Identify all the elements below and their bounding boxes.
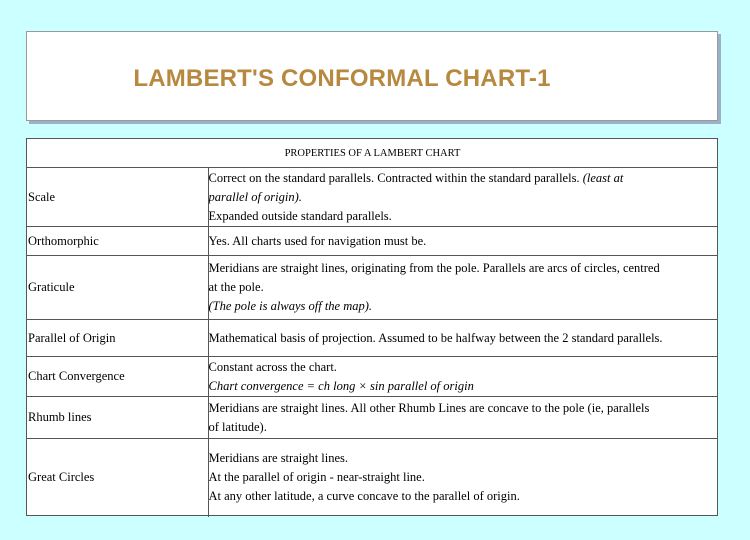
property-cell: Rhumb lines (27, 397, 208, 439)
property-cell: Parallel of Origin (27, 320, 208, 357)
description-note: Chart convergence = ch long × sin parallel of origin (208, 378, 474, 393)
description-cell (208, 439, 717, 517)
description-line (209, 188, 718, 207)
table-header-row (27, 139, 717, 168)
description-line (209, 377, 718, 396)
properties-table (27, 139, 717, 517)
description-line (209, 232, 718, 251)
description-note: (least at (582, 170, 624, 185)
description-text: Meridians are straight lines. All other Rhumb Lines are concave to the pole (ie, parallels (208, 400, 650, 415)
description-text: Correct on the standard parallels. Contracted within the standard parallels. (208, 170, 583, 185)
description-text: Mathematical basis of projection. Assumed to be halfway between the 2 standard parallels. (208, 330, 663, 345)
property-cell: Scale (27, 168, 208, 227)
description-line (209, 278, 718, 297)
table-row (27, 439, 717, 517)
table-row (27, 256, 717, 320)
table-row (27, 168, 717, 227)
description-line (209, 418, 718, 437)
table-row (27, 357, 717, 397)
description-line (209, 169, 718, 188)
description-cell (208, 256, 717, 320)
description-text: Meridians are straight lines, originating from the pole. Parallels are arcs of circles, centred (208, 261, 660, 275)
description-text: At any other latitude, a curve concave to the parallel of origin. (208, 489, 520, 504)
description-note: (The pole is always off the map). (208, 299, 373, 313)
description-line (209, 207, 718, 226)
description-text: Constant across the chart. (208, 359, 337, 374)
description-line (209, 259, 718, 278)
slide-title: LAMBERT'S CONFORMAL CHART-1 (133, 64, 551, 92)
description-line (209, 449, 718, 468)
description-line (209, 329, 718, 348)
description-cell (208, 320, 717, 357)
description-text: At the parallel of origin - near-straight line. (208, 470, 425, 485)
table-row (27, 397, 717, 439)
table-row (27, 227, 717, 256)
description-text: Expanded outside standard parallels. (208, 208, 392, 223)
description-cell (208, 357, 717, 397)
title-box (26, 31, 718, 121)
description-line (209, 358, 718, 377)
properties-table-container (26, 138, 718, 516)
table-row (27, 320, 717, 357)
property-cell: Graticule (27, 256, 208, 320)
property-cell: Great Circles (27, 439, 208, 517)
description-text: Meridians are straight lines. (208, 451, 349, 466)
description-line (209, 468, 718, 487)
description-line (209, 487, 718, 506)
description-cell (208, 168, 717, 227)
description-line (209, 297, 718, 316)
description-line (209, 399, 718, 418)
description-text: at the pole. (208, 280, 264, 294)
description-cell (208, 227, 717, 256)
description-text: Yes. All charts used for navigation must be. (208, 233, 427, 248)
description-note: parallel of origin). (208, 189, 302, 204)
table-header: PROPERTIES OF A LAMBERT CHART (27, 139, 717, 168)
property-cell: Orthomorphic (27, 227, 208, 256)
description-text: of latitude). (208, 419, 267, 434)
property-cell: Chart Convergence (27, 357, 208, 397)
description-cell (208, 397, 717, 439)
